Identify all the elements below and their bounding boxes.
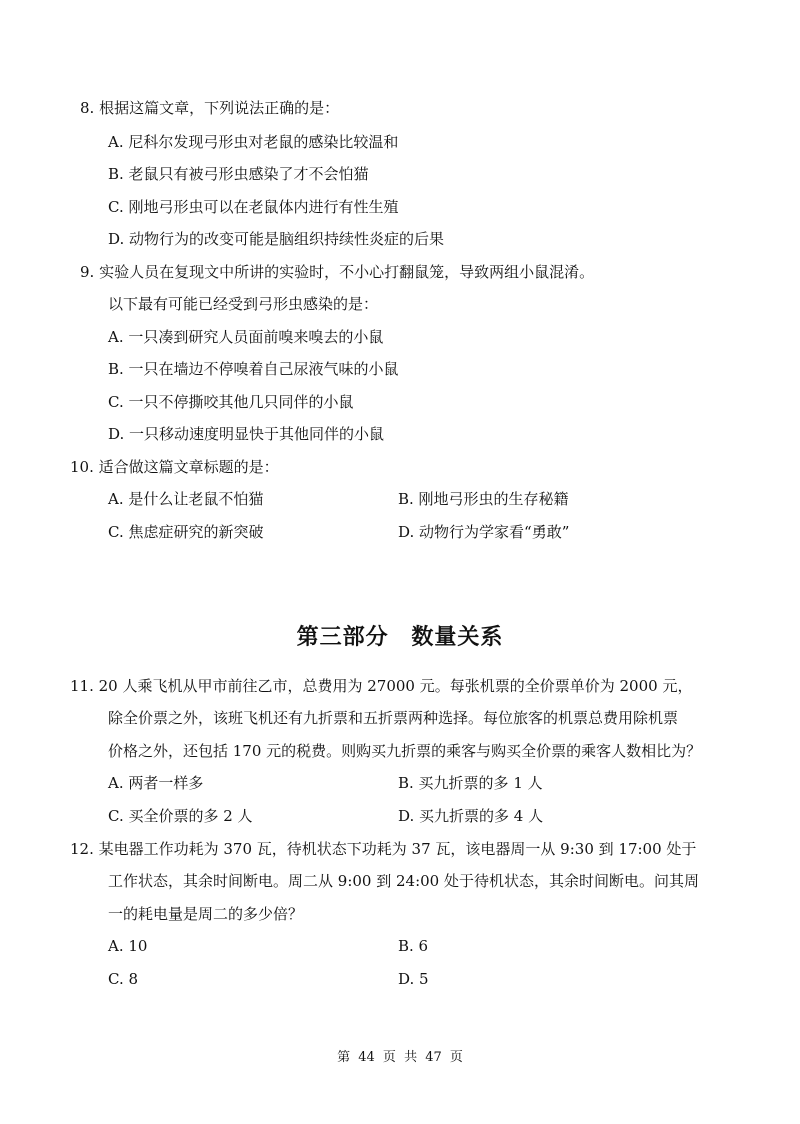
- question-11-option-b: B. 买九折票的多 1 人: [398, 774, 543, 792]
- page-footer: 第 44 页 共 47 页: [337, 1050, 463, 1065]
- question-11-stem-line-1: 11. 20 人乘飞机从甲市前往乙市，总费用为 27000 元。每张机票的全价票单价为 2000 元，: [70, 677, 693, 695]
- question-12-stem-line-1: 12. 某电器工作功耗为 370 瓦，待机状态下功耗为 37 瓦，该电器周一从 9:30 到 17:00 处于: [70, 840, 697, 858]
- question-11-option-a: A. 两者一样多: [108, 774, 204, 792]
- question-9-option-d: D. 一只移动速度明显快于其他同伴的小鼠: [108, 425, 385, 443]
- question-9-option-b: B. 一只在墙边不停嗅着自己尿液气味的小鼠: [108, 360, 399, 378]
- section-title: 第三部分 数量关系: [296, 625, 504, 650]
- question-9-stem: 9. 实验人员在复现文中所讲的实验时，不小心打翻鼠笼，导致两组小鼠混淆。: [80, 263, 595, 281]
- question-11-stem-line-2: 除全价票之外，该班飞机还有九折票和五折票两种选择。每位旅客的机票总费用除机票: [108, 709, 679, 727]
- question-12-stem-line-2: 工作状态，其余时间断电。周二从 9:00 到 24:00 处于待机状态，其余时间断电。问其周: [108, 872, 699, 890]
- question-9-option-c: C. 一只不停撕咬其他几只同伴的小鼠: [108, 393, 354, 411]
- question-12-option-d: D. 5: [398, 970, 429, 988]
- question-9-stem-cont: 以下最有可能已经受到弓形虫感染的是：: [108, 295, 379, 313]
- question-8-option-a: A. 尼科尔发现弓形虫对老鼠的感染比较温和: [108, 133, 399, 151]
- question-8-option-c: C. 刚地弓形虫可以在老鼠体内进行有性生殖: [108, 198, 399, 216]
- question-8-option-d: D. 动物行为的改变可能是脑组织持续性炎症的后果: [108, 230, 445, 248]
- question-11-option-d: D. 买九折票的多 4 人: [398, 807, 544, 825]
- question-8-option-b: B. 老鼠只有被弓形虫感染了才不会怕猫: [108, 165, 369, 183]
- question-10-option-b: B. 刚地弓形虫的生存秘籍: [398, 490, 569, 508]
- question-10-option-d: D. 动物行为学家看“勇敢”: [398, 523, 570, 541]
- question-12-stem-line-3: 一的耗电量是周二的多少倍？: [108, 905, 304, 923]
- question-9-option-a: A. 一只凑到研究人员面前嗅来嗅去的小鼠: [108, 328, 384, 346]
- question-12-option-c: C. 8: [108, 970, 139, 988]
- question-10-stem: 10. 适合做这篇文章标题的是：: [70, 458, 279, 476]
- question-10-option-a: A. 是什么让老鼠不怕猫: [108, 490, 264, 508]
- question-11-stem-line-3: 价格之外，还包括 170 元的税费。则购买九折票的乘客与购买全价票的乘客人数相比为？: [108, 742, 702, 760]
- question-12-option-a: A. 10: [108, 937, 148, 955]
- question-8-stem: 8. 根据这篇文章，下列说法正确的是：: [80, 99, 340, 117]
- question-12-option-b: B. 6: [398, 937, 429, 955]
- question-10-option-c: C. 焦虑症研究的新突破: [108, 523, 264, 541]
- question-11-option-c: C. 买全价票的多 2 人: [108, 807, 253, 825]
